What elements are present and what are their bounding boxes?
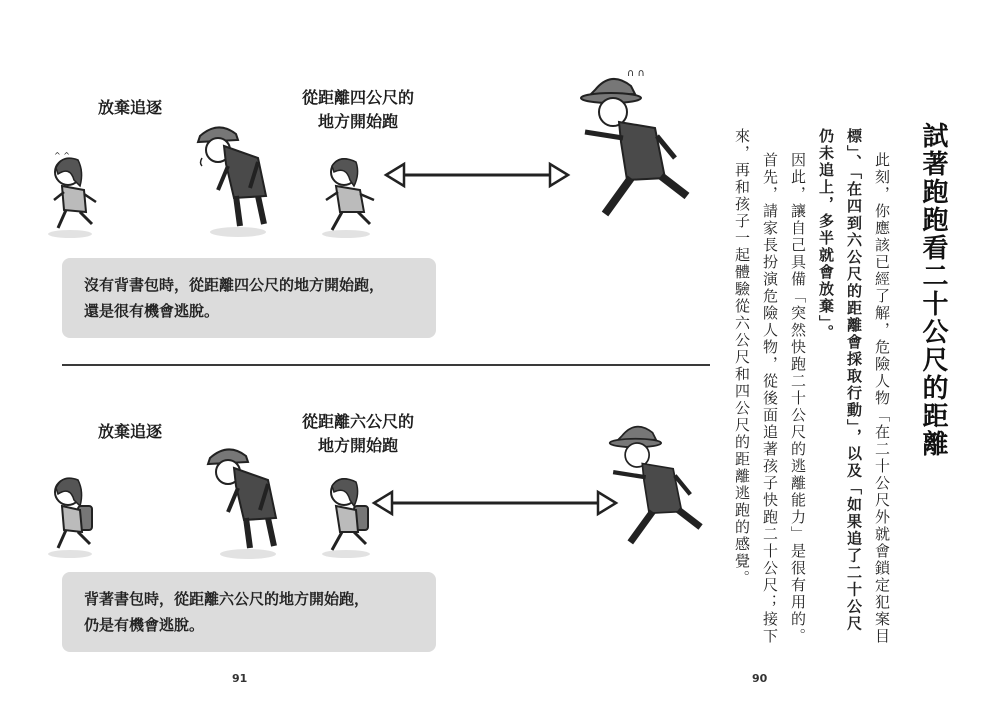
page-number-right: 90 <box>752 672 768 685</box>
chasing-suspect-illustration <box>596 410 716 560</box>
caption-line: 背著書包時，從距離六公尺的地方開始跑， <box>84 590 370 608</box>
caption-line: 仍是有機會逃脫。 <box>84 616 205 634</box>
tired-suspect-illustration <box>188 118 283 238</box>
body-column: 標」、「在四到六公尺的距離會採取行動」，以及「如果追了二十公尺 <box>845 128 863 633</box>
chasing-suspect-illustration <box>565 62 705 232</box>
caption-box-bottom <box>62 572 436 652</box>
distance-arrow-icon <box>372 488 618 518</box>
page-number-left: 91 <box>232 672 248 685</box>
label-give-up: 放棄追逐 <box>98 98 163 117</box>
svg-text:∩ ∩: ∩ ∩ <box>627 68 645 79</box>
body-column: 來，再和孩子一起體驗從六公尺和四公尺的距離逃跑的感覺。 <box>733 128 751 587</box>
girl-running-illustration <box>310 150 386 240</box>
label-start-distance: 從距離四公尺的 地方開始跑 <box>301 88 414 131</box>
tired-suspect-illustration <box>198 440 293 560</box>
label-give-up: 放棄追逐 <box>98 422 163 441</box>
body-column: 因此，讓自己具備「突然快跑二十公尺的逃離能力」是很有用的。 <box>789 152 807 645</box>
caption-line: 還是很有機會逃脫。 <box>84 302 220 320</box>
girl-giving-up-illustration <box>40 150 110 240</box>
svg-text:^ ^: ^ ^ <box>54 151 70 160</box>
panel-divider <box>62 364 710 366</box>
body-column: 仍未追上，多半就會放棄」。 <box>817 128 835 342</box>
caption-line: 沒有背書包時，從距離四公尺的地方開始跑， <box>84 276 385 294</box>
caption-box-top <box>62 258 436 338</box>
body-column: 首先，請家長扮演危險人物，從後面追著孩子快跑二十公尺；接下 <box>761 152 779 645</box>
distance-arrow-icon <box>384 160 570 190</box>
girl-with-backpack-giving-up-illustration <box>40 470 110 560</box>
body-column: 此刻，你應該已經了解，危險人物「在二十公尺外就會鎖定犯案目 <box>873 152 891 645</box>
page-title: 試著跑跑看二十公尺的距離 <box>918 122 948 458</box>
label-start-distance: 從距離六公尺的 地方開始跑 <box>301 412 414 455</box>
